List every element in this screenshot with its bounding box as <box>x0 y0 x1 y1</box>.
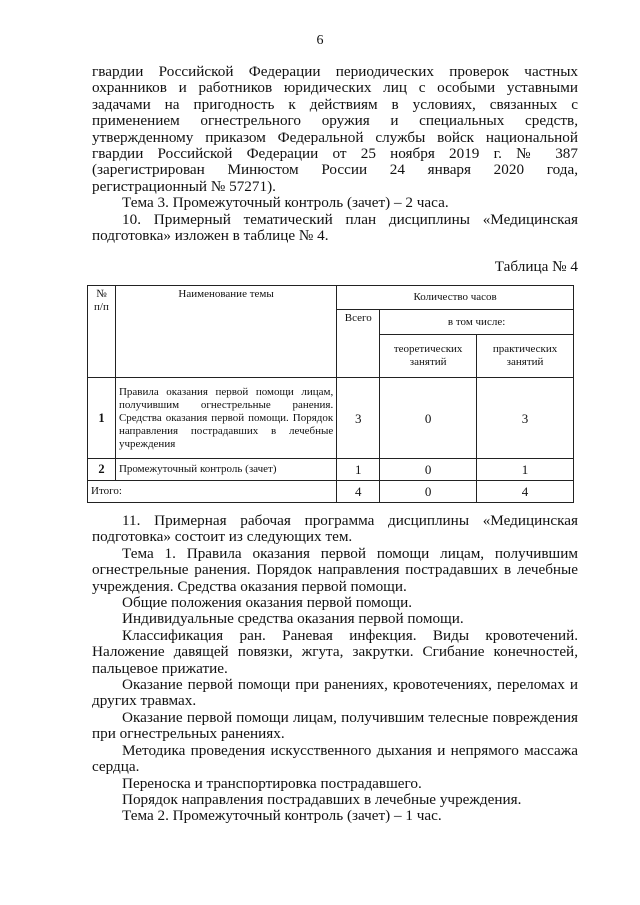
paragraph-item10: 10. Примерный тематический план дисциплины «Медицинская подготовка» изложен в таблице № 4. <box>92 210 578 245</box>
header-theory: теоретических занятий <box>380 335 477 378</box>
paragraph-topic3: Тема 3. Промежуточный контроль (зачет) – 2 часа. <box>122 194 449 212</box>
row-number: 2 <box>88 459 116 481</box>
table-header-row <box>88 286 574 310</box>
paragraph-classification: Классификация ран. Раневая инфекция. Виды кровотечений. Наложение давящей повязки, жгута, закрутки. Сгибание конечностей, пальцевое прижатие. <box>92 626 578 677</box>
header-practice: практических занятий <box>477 335 574 378</box>
row-topic: Промежуточный контроль (зачет) <box>115 459 336 481</box>
paragraph-item11: 11. Примерная рабочая программа дисциплины «Медицинская подготовка» состоит из следующих тем. <box>92 512 578 546</box>
total-theory: 0 <box>380 481 477 503</box>
paragraph-individual-means: Индивидуальные средства оказания первой помощи. <box>122 610 464 628</box>
text-block-top <box>92 64 578 244</box>
row-theory: 0 <box>380 459 477 481</box>
paragraph-first-aid-injuries: Оказание первой помощи при ранениях, кровотечениях, переломах и других травмах. <box>92 676 578 710</box>
total-label: Итого: <box>88 481 337 503</box>
paragraph-resuscitation: Методика проведения искусственного дыхания и непрямого массажа сердца. <box>92 741 578 776</box>
table-row <box>88 459 574 481</box>
paragraph-referral: Порядок направления пострадавших в лечебные учреждения. <box>122 790 522 808</box>
row-number: 1 <box>88 378 116 459</box>
row-practice: 3 <box>477 378 574 459</box>
table-total-row <box>88 481 574 503</box>
row-theory: 0 <box>380 378 477 459</box>
row-topic: Правила оказания первой помощи лицам, получившим огнестрельные ранения. Средства оказания первой помощи. Порядок направления пострадавших в лечебные учреждения <box>115 378 336 459</box>
table-row <box>88 378 574 459</box>
paragraph-topic2: Тема 2. Промежуточный контроль (зачет) – 1 час. <box>122 807 442 825</box>
thematic-plan-table <box>87 285 574 503</box>
paragraph-transport: Переноска и транспортировка пострадавшего. <box>122 774 422 792</box>
total-practice: 4 <box>477 481 574 503</box>
text-block-bottom <box>92 513 578 825</box>
row-practice: 1 <box>477 459 574 481</box>
header-hours: Количество часов <box>337 286 574 310</box>
paragraph-topic1: Тема 1. Правила оказания первой помощи лицам, получившим огнестрельные ранения. Порядок направления пострадавших в лечебные учреждения. Средства оказания первой помощи. <box>92 544 578 595</box>
header-topic: Наименование темы <box>115 286 336 378</box>
page-number: 6 <box>316 33 324 48</box>
total-total: 4 <box>337 481 380 503</box>
paragraph-general: Общие положения оказания первой помощи. <box>122 594 413 612</box>
paragraph-first-aid-gunshot: Оказание первой помощи лицам, получившим телесные повреждения при огнестрельных ранениях. <box>92 708 578 743</box>
header-including: в том числе: <box>380 310 574 335</box>
header-number: № п/п <box>88 286 116 378</box>
header-total: Всего <box>337 310 380 378</box>
row-total: 1 <box>337 459 380 481</box>
row-total: 3 <box>337 378 380 459</box>
paragraph-regulation: гвардии Российской Федерации периодических проверок частных охранников и работников юридических лиц с особыми уставными задачами на пригодность к действиям в условиях, связанных с применением огнестрельного оружия и специальных средств, утвержденному приказом Федеральной службы войск национальной гвардии Российской Федерации от 25 ноября 2019 г. № 387 (зарегистрирован Минюстом России 24 января 2020 года, регистрационный № 57271). <box>92 63 578 195</box>
table-caption: Таблица № 4 <box>494 258 578 275</box>
